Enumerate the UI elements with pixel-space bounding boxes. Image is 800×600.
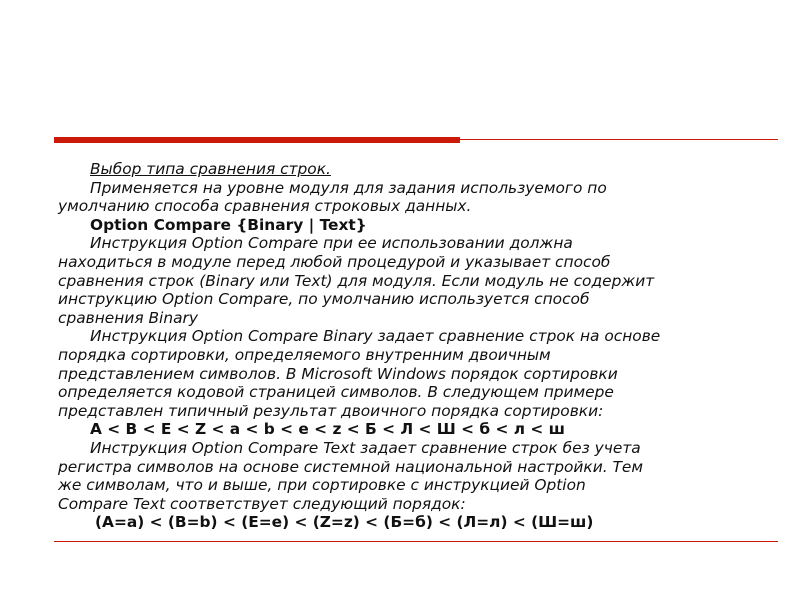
bottom-divider xyxy=(54,541,778,542)
paragraph-binary: Инструкция Option Compare Binary задает сравнение строк на основе порядка сортировки, определяемого внутренним двоичным представлением символов. В Microsoft Windows порядок сортировки определяется кодовой страницей символов. В следующем примере представлен типичный результат двоичного порядка сортировки: xyxy=(58,327,661,420)
slide-body xyxy=(58,160,778,532)
text-sort-example: (A=a) < (B=b) < (E=e) < (Z=z) < (Б=б) < (Л=л) < (Ш=ш) xyxy=(95,513,594,532)
intro-paragraph: Применяется на уровне модуля для задания используемого по умолчанию способа сравнения строковых данных. xyxy=(58,178,607,216)
binary-sort-example: A < B < E < Z < a < b < e < z < Б < Л < Ш < б < л < ш xyxy=(90,420,565,439)
slide-heading: Выбор типа сравнения строк. xyxy=(90,160,331,178)
top-divider-thin xyxy=(460,139,778,140)
top-divider-thick xyxy=(54,137,460,143)
top-divider xyxy=(54,137,778,143)
paragraph-text: Инструкция Option Compare Text задает сравнение строк без учета регистра символов на основе системной национальной настройки. Тем же символам, что и выше, при сортировке с инструкцией Option Compare Text соответствует следующий порядок: xyxy=(58,438,643,513)
paragraph-option-compare: Инструкция Option Compare при ее использовании должна находиться в модуле перед любой процедурой и указывает способ сравнения строк (Binary или Text) для модуля. Если модуль не содержит инструкцию Option Compare, по умолчанию используется способ сравнения Binary xyxy=(58,234,655,327)
syntax-line: Option Compare {Binary | Text} xyxy=(90,215,367,234)
